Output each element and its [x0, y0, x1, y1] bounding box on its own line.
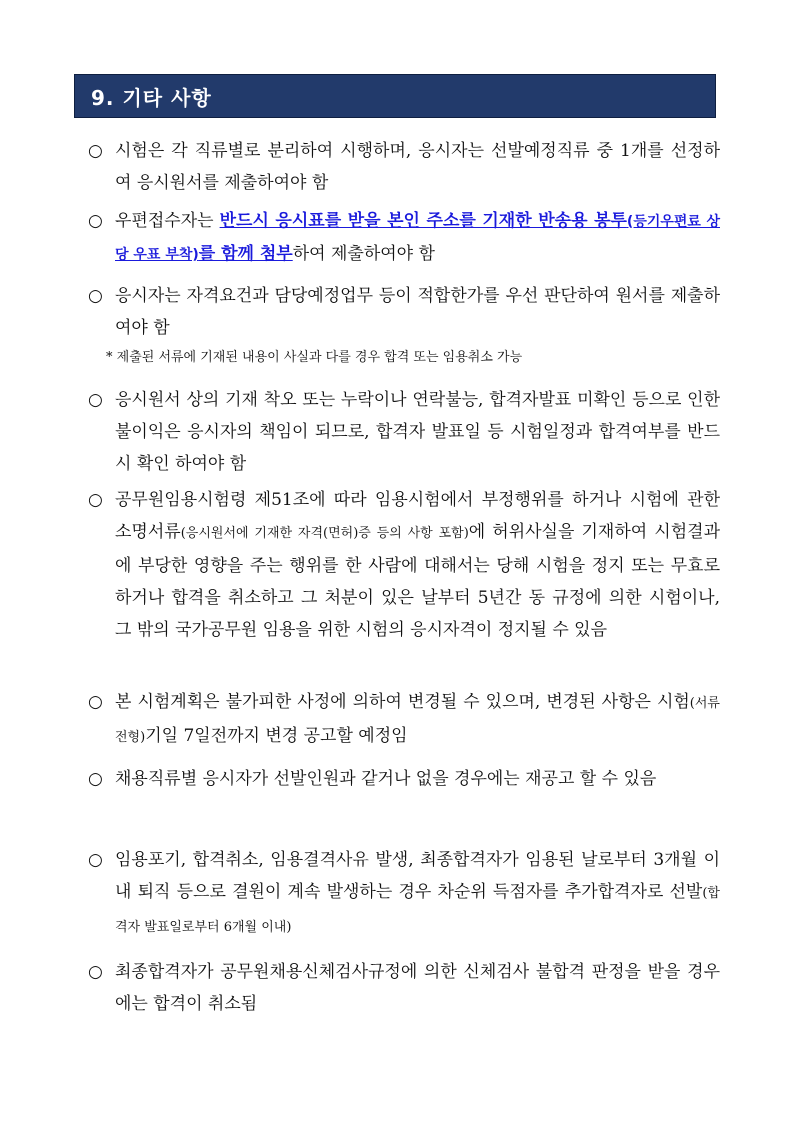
list-item — [88, 686, 720, 754]
list-item — [88, 135, 720, 199]
bullet-icon: ○ — [88, 962, 103, 982]
footnote: * 제출된 서류에 기재된 내용이 사실과 다를 경우 합격 또는 임용취소 가능 — [106, 350, 523, 365]
item-text — [115, 484, 720, 646]
item-text-small: (합격자 발표일로부터 6개월 이내) — [115, 886, 720, 935]
item-text: 응시자는 자격요건과 담당예정업무 등이 적합한가를 우선 판단하여 원서를 제출하여야 함 — [115, 286, 720, 338]
item-text: 최종합격자가 공무원채용신체검사규정에 의한 신체검사 불합격 판정을 받을 경우에는 합격이 취소됨 — [115, 962, 720, 1014]
item-text — [115, 686, 720, 754]
list-item — [88, 844, 720, 944]
item-text: 채용직류별 응시자가 선발인원과 같거나 없을 경우에는 재공고 할 수 있음 — [115, 769, 657, 789]
item-text-post: 에 허위사실을 기재하여 시험결과에 부당한 영향을 주는 행위를 한 사람에 대해서는 당해 시험을 정지 또는 무효로 하거나 합격을 취소하고 그 처분이 있은 날부터 5년간 동 규정에 의한 시험이나, 그 밖의 국가공무원 임용을 위한 시험의 응시자격이 정지될 수 있음 — [115, 522, 720, 640]
item-text: 응시원서 상의 기재 착오 또는 누락이나 연락불능, 합격자발표 미확인 등으로 인한 불이익은 응시자의 책임이 되므로, 합격자 발표일 등 시험일정과 합격여부를 반드시 확인 하여야 함 — [115, 390, 720, 474]
item-text — [115, 844, 720, 944]
item-text — [115, 205, 720, 271]
list-item — [88, 763, 720, 795]
list-item — [88, 280, 720, 344]
item-text-pre: 공무원임용시험령 제51조에 따라 임용시험에서 부정행위를 하거나 시험에 관한 소명서류 — [115, 490, 720, 542]
emphasis-text-small: (등기우편료 상당 우표 부착) — [115, 214, 720, 263]
item-text-post: 기일 7일전까지 변경 공고할 예정임 — [145, 726, 408, 746]
bullet-icon: ○ — [88, 490, 103, 510]
emphasis-text-2: 를 함께 첨부 — [198, 244, 293, 264]
bullet-icon: ○ — [88, 692, 103, 712]
item-text-post: 하여 제출하여야 함 — [292, 244, 435, 264]
bullet-icon: ○ — [88, 141, 103, 161]
item-text-small: (서류전형) — [115, 696, 720, 745]
bullet-icon: ○ — [88, 390, 103, 410]
bullet-icon: ○ — [88, 769, 103, 789]
item-text-pre: 본 시험계획은 불가피한 사정에 의하여 변경될 수 있으며, 변경된 사항은 시험 — [115, 692, 690, 712]
bullet-icon: ○ — [88, 286, 103, 306]
item-text-pre: 우편접수자는 — [115, 211, 220, 231]
emphasis-text: 반드시 응시표를 받을 본인 주소를 기재한 반송용 봉투 — [219, 211, 627, 231]
item-text-small: (응시원서에 기재한 자격(면허)증 등의 사항 포함) — [180, 526, 469, 541]
list-item — [88, 205, 720, 271]
list-item — [88, 384, 720, 480]
bullet-icon: ○ — [88, 211, 103, 231]
item-text: 시험은 각 직류별로 분리하여 시행하며, 응시자는 선발예정직류 중 1개를 선정하여 응시원서를 제출하여야 함 — [115, 141, 720, 193]
item-text-pre: 임용포기, 합격취소, 임용결격사유 발생, 최종합격자가 임용된 날로부터 3개월 이내 퇴직 등으로 결원이 계속 발생하는 경우 차순위 득점자를 추가합격자로 선발 — [115, 850, 720, 902]
list-item — [88, 956, 720, 1020]
section-header — [74, 74, 716, 118]
list-item — [88, 484, 720, 646]
section-title: 9. 기타 사항 — [91, 85, 212, 110]
bullet-icon: ○ — [88, 850, 103, 870]
